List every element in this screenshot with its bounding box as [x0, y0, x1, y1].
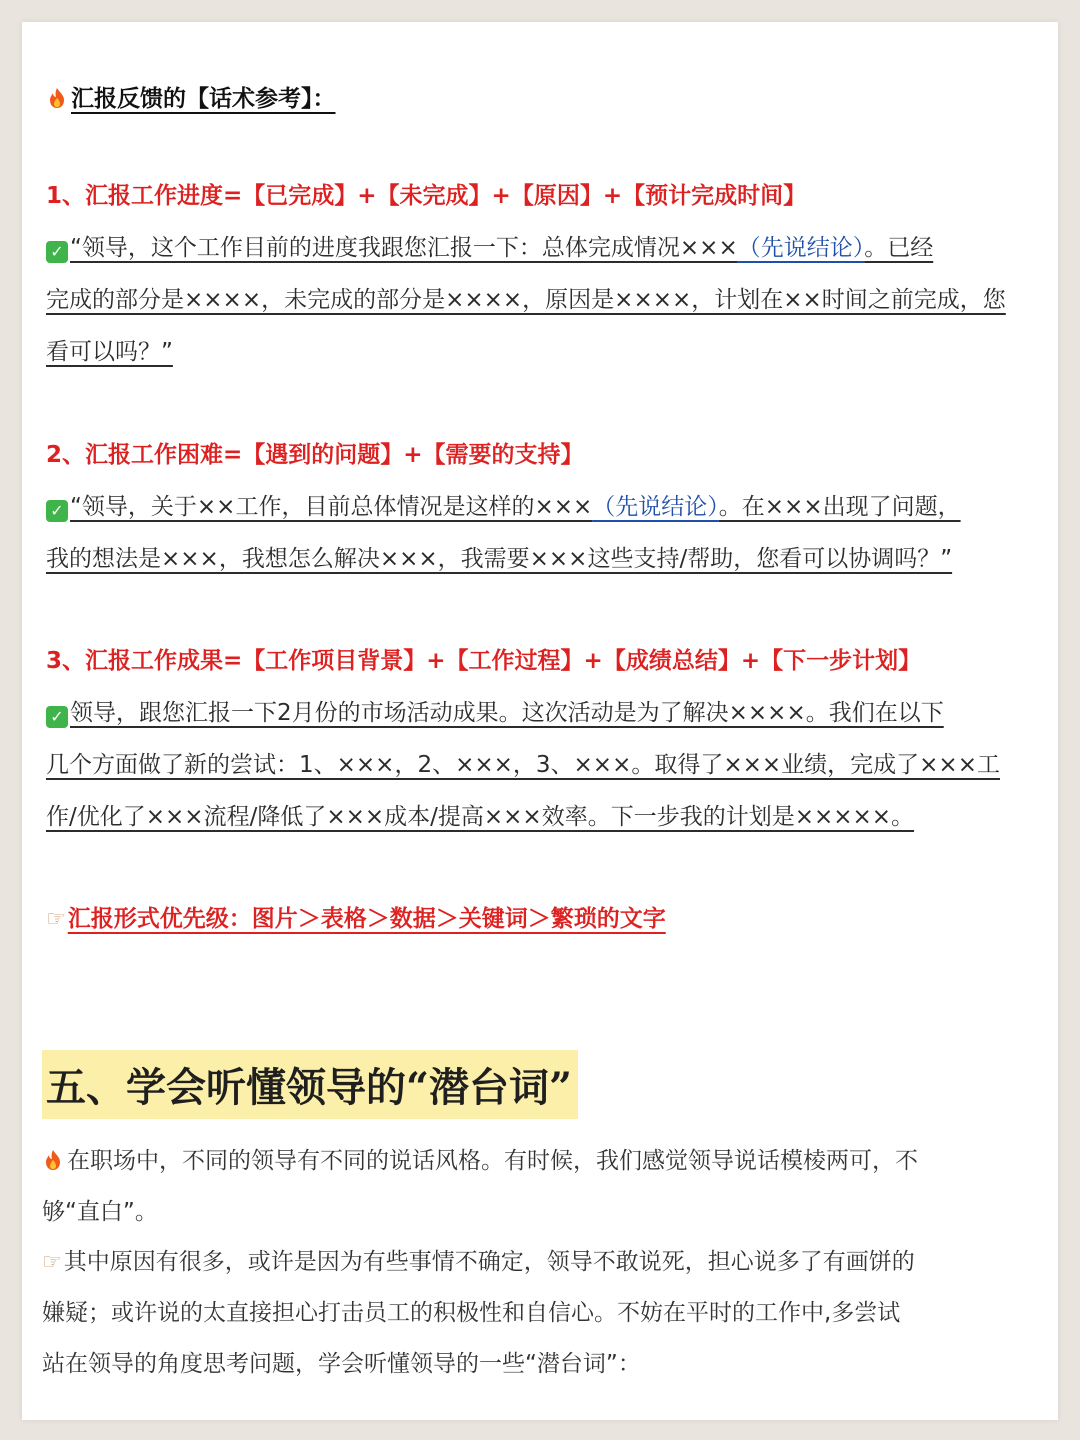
check-mark-icon: ✓ [46, 500, 68, 522]
check-mark-icon: ✓ [46, 241, 68, 263]
report-format-priority: ☞汇报形式优先级：图片＞表格＞数据＞关键词＞繁琐的文字 [46, 906, 666, 932]
section-five-title: 五、学会听懂领导的“潜台词” [42, 1050, 578, 1119]
item-1-body: ✓ “领导，这个工作目前的进度我跟您汇报一下：总体完成情况×××（先说结论）。已经 完成的部分是××××，未完成的部分是××××，原因是××××，计划在××时间之前完成，您 看可以吗？” [46, 235, 1006, 365]
fire-icon [46, 87, 68, 109]
fire-icon [42, 1149, 64, 1171]
item-3-heading: 3、汇报工作成果=【工作项目背景】+【工作过程】+【成绩总结】+【下一步计划】 [46, 648, 922, 674]
check-mark-icon: ✓ [46, 706, 68, 728]
section-five-paragraph-1: 在职场中，不同的领导有不同的说话风格。有时候，我们感觉领导说话模棱两可，不 够“直白”。 [42, 1148, 918, 1225]
item-2-body: ✓ “领导，关于××工作，目前总体情况是这样的×××（先说结论）。在×××出现了问题， 我的想法是×××，我想怎么解决×××，我需要×××这些支持/帮助，您看可以协调吗？” [46, 494, 961, 572]
pointing-hand-icon: ☞ [42, 1250, 62, 1275]
section-five-paragraph-2: ☞其中原因有很多，或许是因为有些事情不确定，领导不敢说死，担心说多了有画饼的 嫌疑；或许说的太直接担心打击员工的积极性和自信心。不妨在平时的工作中,多尝试 站在领导的角度思考问题，学会听懂领导的一些“潜台词”： [42, 1249, 915, 1377]
item-2-heading: 2、汇报工作困难=【遇到的问题】+【需要的支持】 [46, 442, 584, 468]
item-3-body: ✓ 领导，跟您汇报一下2月份的市场活动成果。这次活动是为了解决××××。我们在以下 几个方面做了新的尝试：1、×××，2、×××，3、×××。取得了×××业绩，完成了×××工 作/优化了×××流程/降低了×××成本/提高×××效率。下一步我的计划是×××××。 [46, 700, 1000, 830]
pointing-hand-icon: ☞ [46, 907, 66, 932]
item-1-heading: 1、汇报工作进度=【已完成】+【未完成】+【原因】+【预计完成时间】 [46, 183, 807, 209]
report-feedback-title: 汇报反馈的【话术参考】： [46, 80, 336, 113]
